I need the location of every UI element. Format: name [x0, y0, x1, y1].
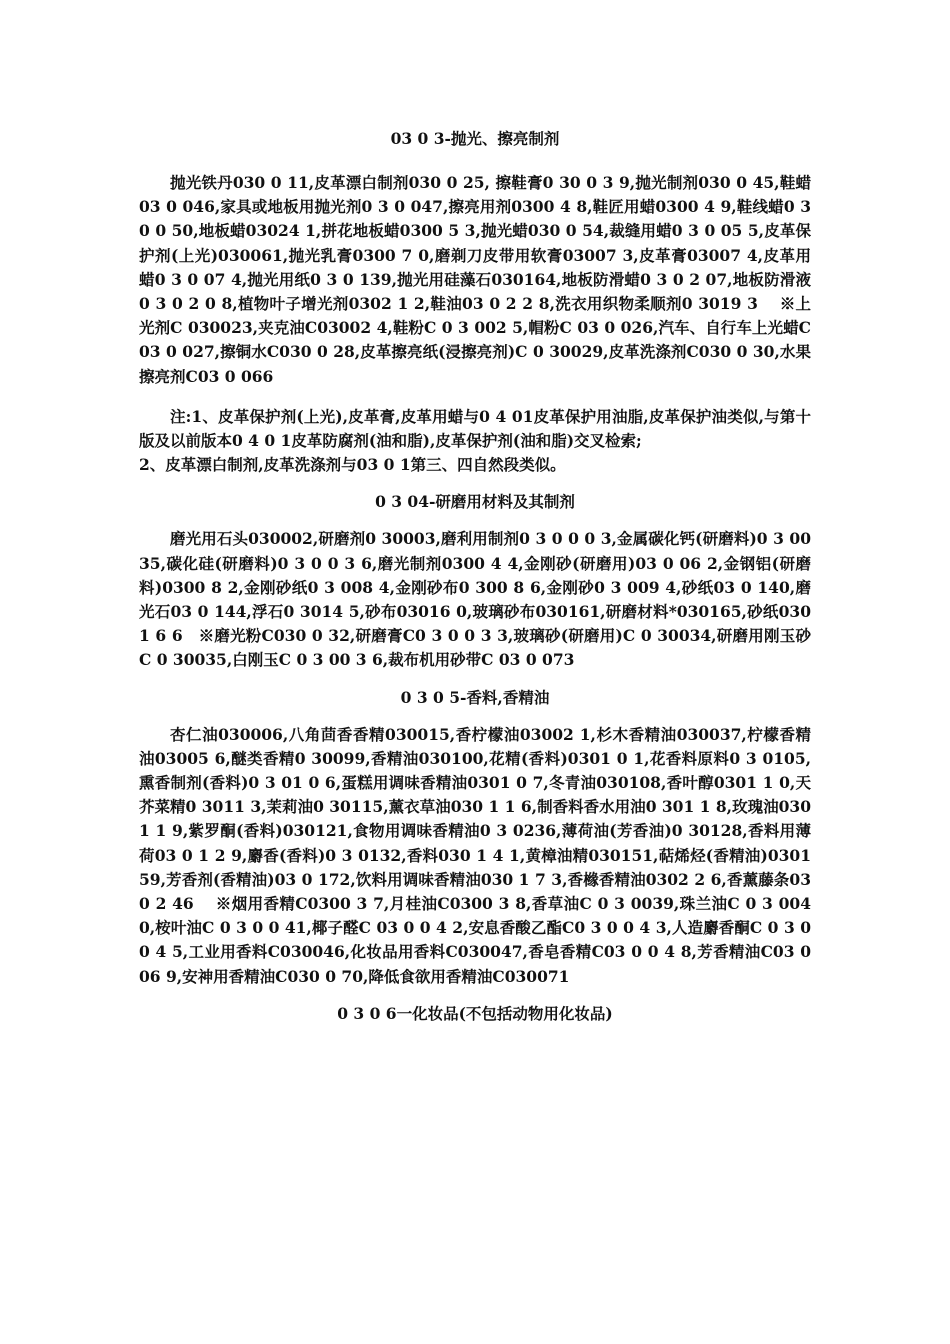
note-2: 2、皮革漂白制剂,皮革洗涤剂与03 0 1第三、四自然段类似。 — [139, 455, 566, 475]
note-1: 注:1、皮革保护剂(上光),皮革膏,皮革用蜡与0 4 01皮革保护用油脂,皮革保护油类似,与第十版及以前版本0 4 0 1皮革防腐剂(油和脂),皮革保护剂(油和脂)交叉检索; — [139, 406, 811, 451]
section-paragraph-0305: 杏仁油030006,八角茴香香精030015,香柠檬油03002 1,杉木香精油030037,柠檬香精油03005 6,醚类香精0 30099,香精油030100,花精(香料)0301 0 1,花香料原料0 3 0105,熏香制剂(香料)0 3 01 0 6,蛋糕用调味香精油0301 0 7,冬青油030108,香叶醇0301 1 0,天芥菜精0 3011 3,茉莉油0 30115,薰衣草油030 1 1 6,制香料香水用油0 301 1 8,玫瑰油030 1 1 9,紫罗酮(香料)030121,食物用调味香精油0 3 0236,薄荷油(芳香油)0 30128,香料用薄荷03 0 1 2 9,麝香(香料)0 3 0132,香料030 1 4 1,黄樟油精030151,萜烯烃(香精油)030159,芳香剂(香精油)03 0 172,饮料用调味香精油030 1 7 3,香橼香精油0302 2 6,香薰藤条030 2 46 ※烟用香精C0300 3 7,月桂油C0300 3 8,香草油C 0 3 0039,珠兰油C 0 3 0040,桉叶油C 0 3 0 0 41,椰子醛C 03 0 0 4 2,安息香酸乙酯C0 3 0 0 4 3,人造麝香酮C 0 3 00 4 5,工业用香料C030046,化妆品用香料C030047,香皂香精C03 0 0 4 8,芳香精油C03 0 06 9,安神用香精油C030 0 70,降低食欲用香精油C030071 — [139, 724, 811, 986]
section-heading-0303: 03 0 3-抛光、擦亮制剂 — [390, 129, 560, 148]
section-heading-0304: 0 3 04-研磨用材料及其制剂 — [375, 492, 575, 512]
section-paragraph-0303: 抛光铁丹030 0 11,皮革漂白制剂030 0 25, 擦鞋膏0 30 0 3 9,抛光制剂030 0 45,鞋蜡03 0 046,家具或地板用抛光剂0 3 0 047,擦亮用剂0300 4 8,鞋匠用蜡0300 4 9,鞋线蜡0 3 0 0 50,地板蜡03024 1,拼花地板蜡0300 5 3,抛光蜡030 0 54,裁缝用蜡0 3 0 05 5,皮革保护剂(上光)030061,抛光乳膏0300 7 0,磨剃刀皮带用软膏03007 3,皮革膏03007 4,皮革用蜡0 3 0 07 4,抛光用纸0 3 0 139,抛光用硅藻石030164,地板防滑蜡0 3 0 2 07,地板防滑液0 3 0 2 0 8,植物叶子增光剂0302 1 2,鞋油03 0 2 2 8,洗衣用织物柔顺剂0 3019 3 ※上光剂C 030023,夹克油C03002 4,鞋粉C 0 3 002 5,帽粉C 03 0 026,汽车、自行车上光蜡C03 0 027,擦铜水C030 0 28,皮革擦亮纸(浸擦亮剂)C 0 30029,皮革洗涤剂C030 0 30,水果擦亮剂C03 0 066 — [139, 173, 811, 386]
section-heading-0305: 0 3 0 5-香料,香精油 — [400, 687, 550, 707]
section-paragraph-0304: 磨光用石头030002,研磨剂0 30003,磨利用制剂0 3 0 0 0 3,金属碳化钙(研磨料)0 3 0035,碳化硅(研磨料)0 3 0 0 3 6,磨光制剂0300 4 4,金刚砂(研磨用)03 0 06 2,金钢铝(研磨料)0300 8 2,金刚砂纸0 3 008 4,金刚砂布0 300 8 6,金刚砂0 3 009 4,砂纸03 0 140,磨光石03 0 144,浮石0 3014 5,砂布03016 0,玻璃砂布030161,研磨材料*030165,砂纸0301 6 6 ※磨光粉C030 0 32,研磨膏C0 3 0 0 3 3,玻璃砂(研磨用)C 0 30034,研磨用刚玉砂C 0 30035,白刚玉C 0 3 00 3 6,裁布机用砂带C 03 0 073 — [139, 529, 811, 670]
document-page — [139, 125, 811, 1025]
section-heading-0306: 0 3 0 6一化妆品(不包括动物用化妆品) — [337, 1003, 613, 1023]
